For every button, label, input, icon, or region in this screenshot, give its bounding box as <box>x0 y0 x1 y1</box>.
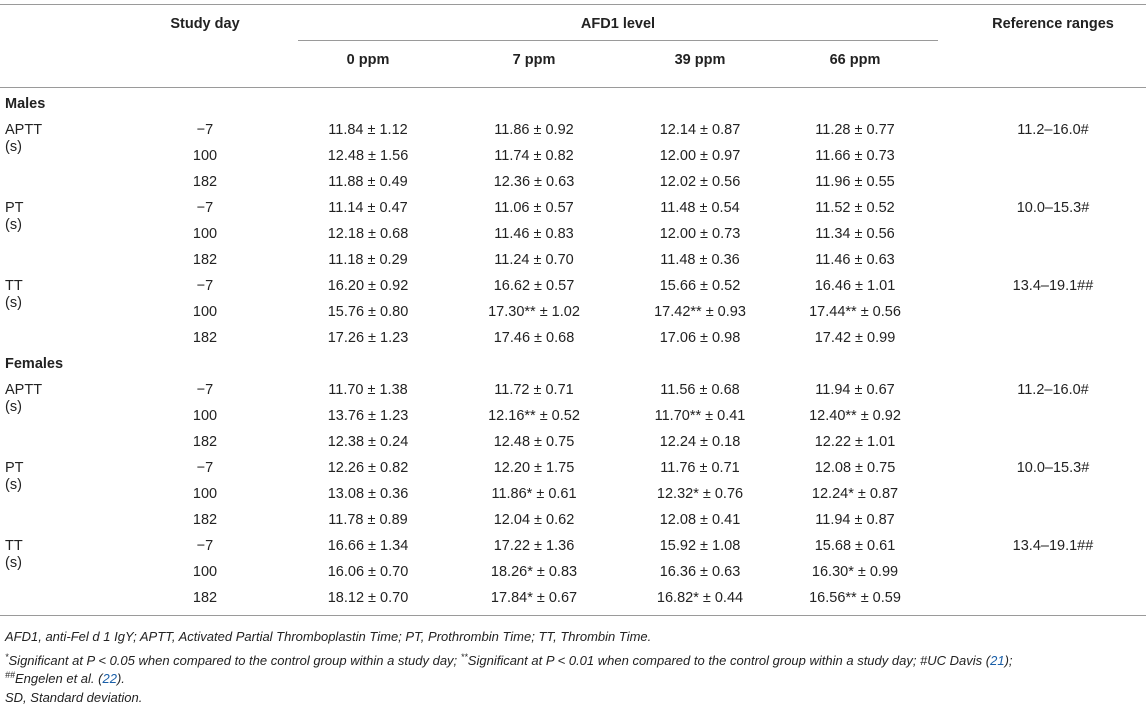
value-cell: 16.56** ± 0.59 <box>809 590 901 606</box>
value-cell: 15.66 ± 0.52 <box>659 278 741 294</box>
study-day-cell: 182 <box>192 590 218 606</box>
value-cell: 15.76 ± 0.80 <box>327 304 409 320</box>
value-cell: 16.36 ± 0.63 <box>659 564 741 580</box>
study-day-cell: 182 <box>192 434 218 450</box>
footnote-abbreviations: AFD1, anti-Fel d 1 IgY; APTT, Activated Partial Thromboplastin Time; PT, Prothrombin Time; TT, Thrombin Time. <box>5 629 652 644</box>
value-cell: 11.28 ± 0.77 <box>815 122 895 138</box>
study-day-cell: 182 <box>192 252 218 268</box>
study-day-cell: 100 <box>192 304 218 320</box>
reference-range: 11.2–16.0# <box>1017 122 1089 138</box>
value-cell: 16.06 ± 0.70 <box>327 564 409 580</box>
value-cell: 11.72 ± 0.71 <box>494 382 574 398</box>
value-cell: 11.48 ± 0.54 <box>660 200 740 216</box>
value-cell: 12.08 ± 0.41 <box>659 512 741 528</box>
value-cell: 16.82* ± 0.44 <box>656 590 744 606</box>
footnote-reference <box>5 671 125 686</box>
parameter-name: PT <box>5 200 24 216</box>
parameter-unit: (s) <box>5 399 22 415</box>
parameter-unit: (s) <box>5 555 22 571</box>
value-cell: 11.34 ± 0.56 <box>815 226 895 242</box>
value-cell: 11.24 ± 0.70 <box>494 252 574 268</box>
value-cell: 12.00 ± 0.97 <box>659 148 741 164</box>
value-cell: 11.52 ± 0.52 <box>815 200 895 216</box>
value-cell: 16.30* ± 0.99 <box>811 564 899 580</box>
top-rule <box>0 4 1146 5</box>
value-cell: 11.18 ± 0.29 <box>328 252 408 268</box>
value-cell: 11.48 ± 0.36 <box>660 252 740 268</box>
footnote-significance <box>5 653 1013 668</box>
value-cell: 17.06 ± 0.98 <box>659 330 741 346</box>
value-cell: 12.26 ± 0.82 <box>327 460 409 476</box>
footnote-significance-line2: ##Engelen et al. (22). <box>5 670 125 686</box>
value-cell: 12.22 ± 1.01 <box>814 434 896 450</box>
value-cell: 11.78 ± 0.89 <box>328 512 408 528</box>
value-cell: 11.46 ± 0.83 <box>494 226 574 242</box>
value-cell: 12.00 ± 0.73 <box>659 226 741 242</box>
study-day-cell: −7 <box>196 200 214 216</box>
value-cell: 16.46 ± 1.01 <box>814 278 896 294</box>
value-cell: 11.84 ± 1.12 <box>328 122 408 138</box>
value-cell: 18.26* ± 0.83 <box>490 564 578 580</box>
parameter-unit: (s) <box>5 139 22 155</box>
bottom-rule <box>0 615 1146 616</box>
value-cell: 13.08 ± 0.36 <box>327 486 409 502</box>
study-day-cell: −7 <box>196 122 214 138</box>
header-study-day: Study day <box>170 16 240 32</box>
value-cell: 11.88 ± 0.49 <box>328 174 408 190</box>
study-day-cell: −7 <box>196 278 214 294</box>
value-cell: 12.08 ± 0.75 <box>814 460 896 476</box>
value-cell: 12.48 ± 0.75 <box>493 434 575 450</box>
study-day-cell: −7 <box>196 460 214 476</box>
value-cell: 12.24* ± 0.87 <box>811 486 899 502</box>
parameter-name: TT <box>5 538 23 554</box>
value-cell: 17.30** ± 1.02 <box>488 304 580 320</box>
section-label: Females <box>5 356 64 372</box>
study-day-cell: 100 <box>192 148 218 164</box>
section-label: Males <box>5 96 46 112</box>
reference-range: 13.4–19.1## <box>1012 538 1094 554</box>
header-reference-ranges: Reference ranges <box>992 16 1114 32</box>
value-cell: 11.86 ± 0.92 <box>494 122 574 138</box>
value-cell: 17.46 ± 0.68 <box>493 330 575 346</box>
study-day-cell: 182 <box>192 512 218 528</box>
study-day-cell: 100 <box>192 226 218 242</box>
parameter-unit: (s) <box>5 477 22 493</box>
value-cell: 17.26 ± 1.23 <box>327 330 409 346</box>
parameter-unit: (s) <box>5 217 22 233</box>
value-cell: 11.14 ± 0.47 <box>328 200 408 216</box>
study-day-cell: −7 <box>196 538 214 554</box>
value-cell: 12.38 ± 0.24 <box>327 434 409 450</box>
value-cell: 12.02 ± 0.56 <box>659 174 741 190</box>
value-cell: 11.76 ± 0.71 <box>660 460 740 476</box>
header-dose-7: 7 ppm <box>512 52 556 68</box>
value-cell: 17.42** ± 0.93 <box>654 304 746 320</box>
value-cell: 11.94 ± 0.67 <box>815 382 895 398</box>
value-cell: 12.14 ± 0.87 <box>659 122 741 138</box>
value-cell: 17.42 ± 0.99 <box>814 330 896 346</box>
study-day-cell: 100 <box>192 408 218 424</box>
value-cell: 12.32* ± 0.76 <box>656 486 744 502</box>
value-cell: 11.66 ± 0.73 <box>815 148 895 164</box>
reference-range: 13.4–19.1## <box>1012 278 1094 294</box>
value-cell: 11.06 ± 0.57 <box>494 200 574 216</box>
value-cell: 17.22 ± 1.36 <box>493 538 575 554</box>
value-cell: 17.84* ± 0.67 <box>490 590 578 606</box>
header-dose-66: 66 ppm <box>829 52 881 68</box>
value-cell: 11.74 ± 0.82 <box>494 148 574 164</box>
value-cell: 11.96 ± 0.55 <box>815 174 895 190</box>
header-afd1-level: AFD1 level <box>580 16 656 32</box>
value-cell: 11.86* ± 0.61 <box>491 486 577 502</box>
parameter-name: TT <box>5 278 23 294</box>
header-rule <box>0 87 1146 88</box>
value-cell: 16.62 ± 0.57 <box>493 278 575 294</box>
parameter-name: APTT <box>5 122 43 138</box>
value-cell: 11.70** ± 0.41 <box>654 408 746 424</box>
value-cell: 15.68 ± 0.61 <box>814 538 896 554</box>
afd1-level-rule <box>298 40 938 41</box>
header-dose-0: 0 ppm <box>346 52 390 68</box>
reference-range: 10.0–15.3# <box>1016 200 1090 216</box>
parameter-name: PT <box>5 460 24 476</box>
study-day-cell: 100 <box>192 486 218 502</box>
value-cell: 11.70 ± 1.38 <box>328 382 408 398</box>
footnote-significance-line1: *Significant at P < 0.05 when compared to the control group within a study day; **Significant at P < 0.01 when compared to the control group within a study day; #UC Davis (21); <box>5 652 1013 668</box>
reference-range: 10.0–15.3# <box>1016 460 1090 476</box>
value-cell: 12.36 ± 0.63 <box>493 174 575 190</box>
parameter-unit: (s) <box>5 295 22 311</box>
value-cell: 11.56 ± 0.68 <box>660 382 740 398</box>
parameter-name: APTT <box>5 382 43 398</box>
study-day-cell: 182 <box>192 174 218 190</box>
value-cell: 17.44** ± 0.56 <box>809 304 901 320</box>
footnote-sd: SD, Standard deviation. <box>5 690 143 705</box>
value-cell: 12.04 ± 0.62 <box>493 512 575 528</box>
value-cell: 12.16** ± 0.52 <box>488 408 580 424</box>
reference-range: 11.2–16.0# <box>1017 382 1089 398</box>
study-day-cell: −7 <box>196 382 214 398</box>
study-day-cell: 100 <box>192 564 218 580</box>
value-cell: 12.24 ± 0.18 <box>659 434 741 450</box>
value-cell: 13.76 ± 1.23 <box>327 408 409 424</box>
value-cell: 18.12 ± 0.70 <box>327 590 409 606</box>
value-cell: 12.40** ± 0.92 <box>809 408 901 424</box>
value-cell: 16.20 ± 0.92 <box>327 278 409 294</box>
header-dose-39: 39 ppm <box>674 52 726 68</box>
value-cell: 11.94 ± 0.87 <box>815 512 895 528</box>
study-day-cell: 182 <box>192 330 218 346</box>
value-cell: 12.18 ± 0.68 <box>327 226 409 242</box>
value-cell: 16.66 ± 1.34 <box>327 538 409 554</box>
value-cell: 12.20 ± 1.75 <box>493 460 575 476</box>
value-cell: 12.48 ± 1.56 <box>327 148 409 164</box>
value-cell: 15.92 ± 1.08 <box>659 538 741 554</box>
value-cell: 11.46 ± 0.63 <box>815 252 895 268</box>
